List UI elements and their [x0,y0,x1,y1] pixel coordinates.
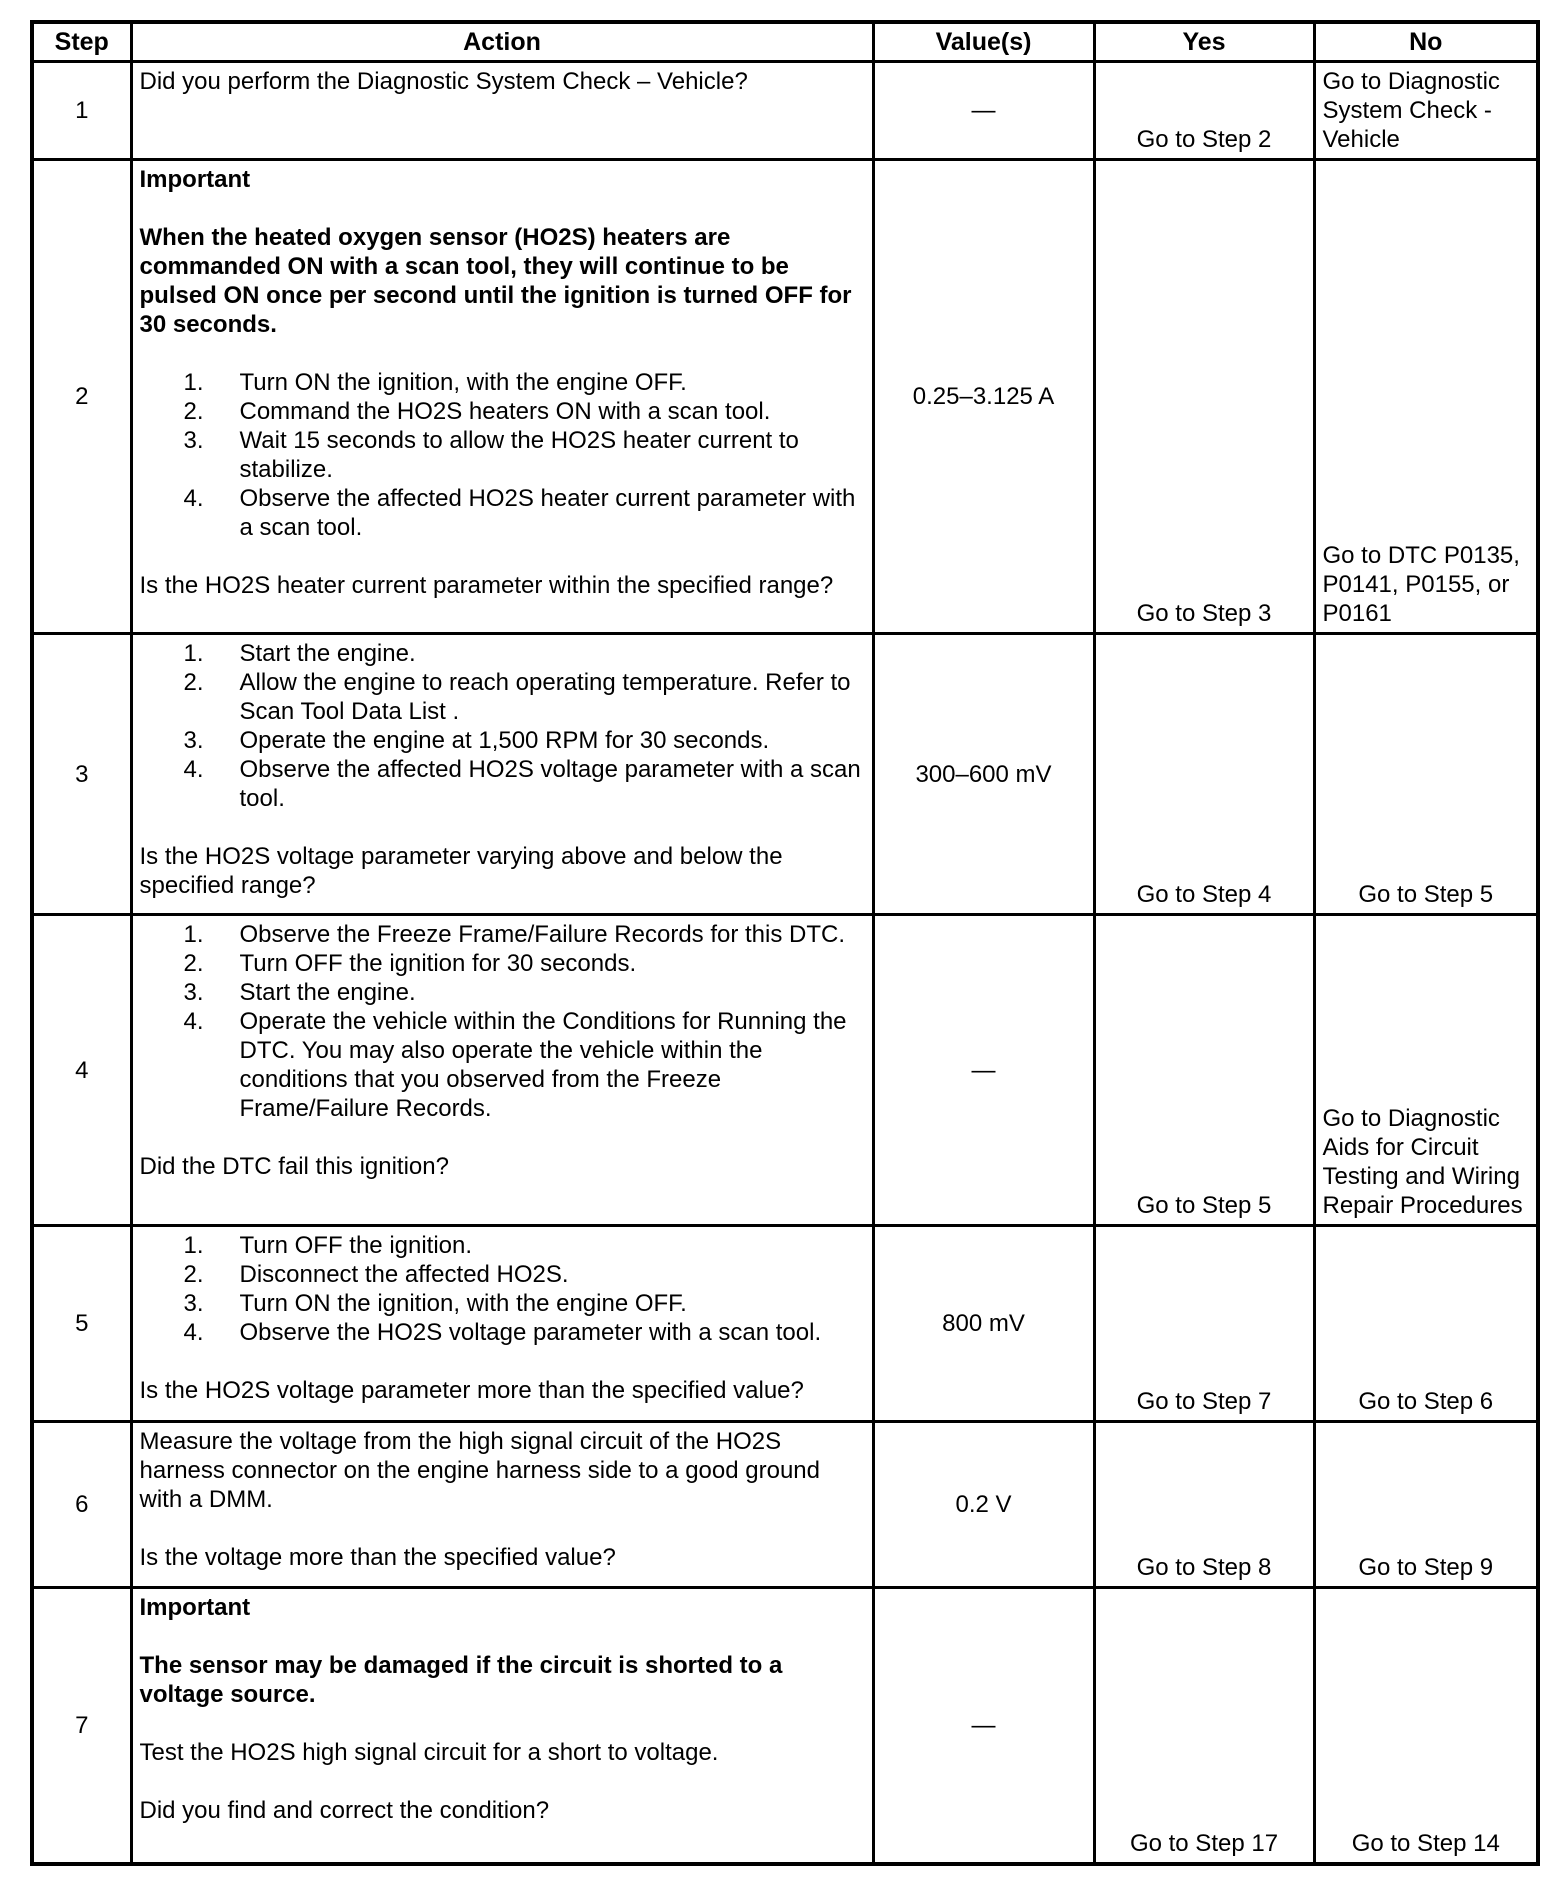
list-number: 3. [183,727,204,754]
list-number: 2. [183,669,204,696]
list-text: Turn ON the ignition, with the engine OFF. [239,369,687,396]
list-item [140,668,865,726]
list-text: Observe the HO2S voltage parameter with a scan tool. [239,1319,822,1346]
important-label: Important [139,1594,251,1621]
action-question: Is the HO2S voltage parameter more than the specified value? [139,1377,804,1404]
step-number: 4 [32,915,131,1226]
value-cell: — [873,1588,1094,1864]
list-text: Turn OFF the ignition for 30 seconds. [239,950,637,977]
list-text: Command the HO2S heaters ON with a scan tool. [239,398,771,425]
no-cell: Go to DTC P0135, P0141, P0155, or P0161 [1314,160,1538,634]
action-question: Is the voltage more than the specified value? [139,1544,616,1571]
value-cell: 300–600 mV [873,634,1094,915]
table-row [32,62,1538,160]
yes-cell: Go to Step 4 [1094,634,1314,915]
yes-cell: Go to Step 5 [1094,915,1314,1226]
step-number: 1 [32,62,131,160]
step-number: 6 [32,1422,131,1588]
list-number: 1. [183,921,204,948]
action-cell [131,62,873,160]
action-cell [131,160,873,634]
list-item [140,949,865,978]
step-number: 7 [32,1588,131,1864]
value-cell: — [873,915,1094,1226]
procedure-list [140,639,865,813]
list-text: Observe the affected HO2S voltage parameter with a scan tool. [239,756,861,812]
header-no: No [1314,22,1538,62]
table-row [32,160,1538,634]
list-number: 1. [183,1232,204,1259]
list-text: Allow the engine to reach operating temperature. Refer to Scan Tool Data List . [239,669,851,725]
procedure-list [140,368,865,542]
important-note: The sensor may be damaged if the circuit is shorted to a voltage source. [139,1652,783,1708]
step-number: 3 [32,634,131,915]
list-item [140,1318,865,1347]
step-number: 5 [32,1226,131,1422]
action-cell [131,1226,873,1422]
list-item [140,726,865,755]
list-item [140,1260,865,1289]
list-item [140,1007,865,1123]
step-number: 2 [32,160,131,634]
table-row [32,915,1538,1226]
action-cell [131,634,873,915]
header-step: Step [32,22,131,62]
list-number: 1. [183,640,204,667]
list-item [140,1289,865,1318]
list-number: 2. [183,1261,204,1288]
list-item [140,639,865,668]
table-row [32,1588,1538,1864]
action-question: Did you find and correct the condition? [139,1797,550,1824]
list-text: Turn OFF the ignition. [239,1232,473,1259]
action-cell [131,1422,873,1588]
no-cell: Go to Diagnostic System Check - Vehicle [1314,62,1538,160]
list-text: Operate the engine at 1,500 RPM for 30 seconds. [239,727,770,754]
table-row [32,634,1538,915]
action-question: Is the HO2S heater current parameter within the specified range? [139,572,834,599]
value-cell: 0.25–3.125 A [873,160,1094,634]
list-number: 1. [183,369,204,396]
list-number: 4. [183,756,204,783]
action-question: Did the DTC fail this ignition? [139,1153,449,1180]
list-number: 3. [183,427,204,454]
list-number: 4. [183,1008,204,1035]
list-item [140,1231,865,1260]
list-item [140,755,865,813]
no-cell: Go to Diagnostic Aids for Circuit Testing and Wiring Repair Procedures [1314,915,1538,1226]
action-paragraph: Test the HO2S high signal circuit for a short to voltage. [139,1739,719,1766]
list-number: 3. [183,1290,204,1317]
list-text: Start the engine. [239,979,416,1006]
list-number: 3. [183,979,204,1006]
yes-cell: Go to Step 2 [1094,62,1314,160]
yes-cell: Go to Step 8 [1094,1422,1314,1588]
no-cell: Go to Step 6 [1314,1226,1538,1422]
list-text: Disconnect the affected HO2S. [239,1261,569,1288]
list-number: 4. [183,1319,204,1346]
list-text: Turn ON the ignition, with the engine OFF. [239,1290,687,1317]
header-yes: Yes [1094,22,1314,62]
list-item [140,484,865,542]
list-item [140,978,865,1007]
value-cell: 0.2 V [873,1422,1094,1588]
header-values: Value(s) [873,22,1094,62]
yes-cell: Go to Step 7 [1094,1226,1314,1422]
no-cell: Go to Step 9 [1314,1422,1538,1588]
list-text: Observe the affected HO2S heater current parameter with a scan tool. [239,485,856,541]
list-number: 4. [183,485,204,512]
yes-cell: Go to Step 17 [1094,1588,1314,1864]
list-text: Operate the vehicle within the Conditions for Running the DTC. You may also operate the vehicle within the conditions that you observed from the Freeze Frame/Failure Records. [239,1008,847,1122]
action-cell [131,915,873,1226]
procedure-list [140,1231,865,1347]
diagnostic-table [30,20,1540,1866]
list-number: 2. [183,950,204,977]
important-label: Important [139,166,251,193]
action-paragraph: Measure the voltage from the high signal circuit of the HO2S harness connector on the engine harness side to a good ground with a DMM. [139,1428,820,1513]
no-cell: Go to Step 5 [1314,634,1538,915]
important-note: When the heated oxygen sensor (HO2S) heaters are commanded ON with a scan tool, they will continue to be pulsed ON once per second until the ignition is turned OFF for 30 seconds. [139,224,852,338]
table-row [32,1226,1538,1422]
list-item [140,397,865,426]
table-row [32,1422,1538,1588]
action-cell [131,1588,873,1864]
list-number: 2. [183,398,204,425]
yes-cell: Go to Step 3 [1094,160,1314,634]
list-text: Observe the Freeze Frame/Failure Records for this DTC. [239,921,846,948]
list-text: Start the engine. [239,640,416,667]
list-item [140,426,865,484]
header-row [32,22,1538,62]
action-question: Is the HO2S voltage parameter varying above and below the specified range? [139,843,783,899]
no-cell: Go to Step 14 [1314,1588,1538,1864]
value-cell: 800 mV [873,1226,1094,1422]
value-cell: — [873,62,1094,160]
list-item [140,920,865,949]
list-item [140,368,865,397]
action-question: Did you perform the Diagnostic System Check – Vehicle? [139,68,748,95]
list-text: Wait 15 seconds to allow the HO2S heater current to stabilize. [239,427,799,483]
header-action: Action [131,22,873,62]
procedure-list [140,920,865,1123]
